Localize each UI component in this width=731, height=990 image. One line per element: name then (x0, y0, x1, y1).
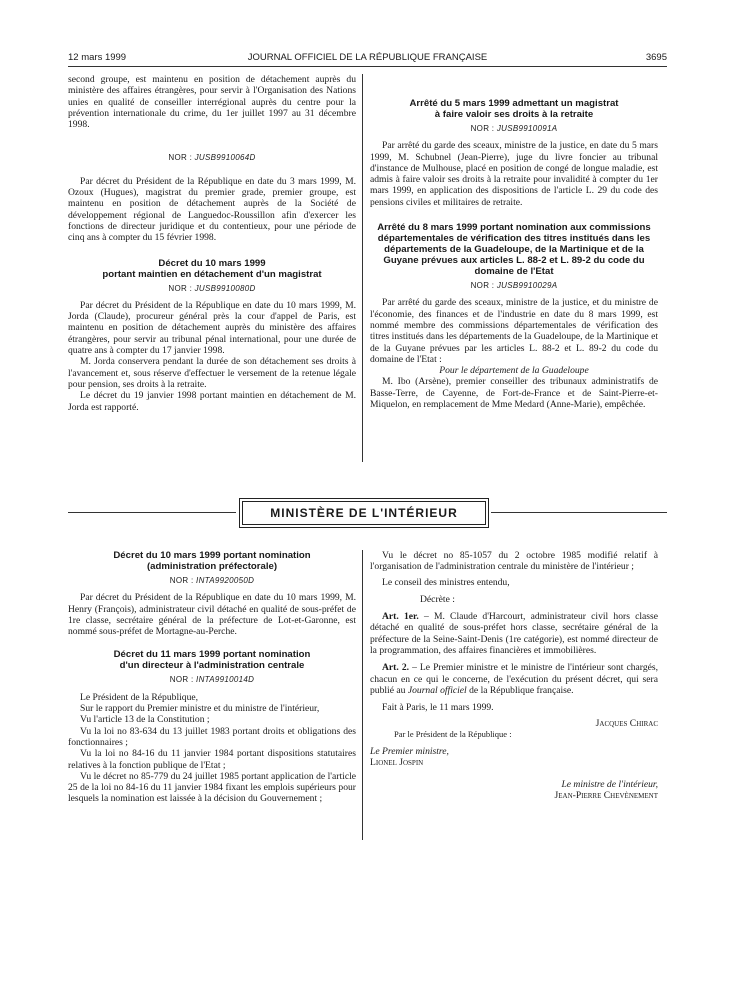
article-label: Art. 2. (382, 662, 410, 674)
paragraph: Vu le décret no 85-1057 du 2 octobre 1985 modifié relatif à l'organisation de l'administration centrale du ministère de l'intérieur ; (370, 550, 658, 573)
ministry-title: MINISTÈRE DE L'INTÉRIEUR (242, 501, 486, 525)
nor-reference: NOR : JUSB9910091A (470, 124, 558, 133)
signature: Lionel Jospin (370, 757, 424, 769)
paragraph: Par arrêté du garde des sceaux, ministre de la justice, en date du 5 mars 1999, M. Schubnel (Jean-Pierre), juge du livre foncier au tribunal d'instance de Mulhouse, placé en position de congé de longue maladie, est admis à faire valoir ses droits à la retraite pour invalidité à compter du 1er mars 1999, en application des dispositions de l'article L. 29 du code des pensions civiles et militaires de retraite. (370, 140, 658, 208)
paragraph: M. Ibo (Arsène), premier conseiller des tribunaux administratifs de Basse-Terre, de Cayenne, de Fort-de-France et de Saint-Pierre-et-Miquelon, en remplacement de Mme Medard (Anne-Marie), empêchée. (370, 376, 658, 411)
paragraph: Par décret du Président de la République en date du 3 mars 1999, M. Ozoux (Hugues), magistrat du premier grade, premier groupe, est maintenu en position de détachement auprès de la Société de développement régional de Languedoc-Roussillon afin d'exercer les fonctions de directeur juridique et du contentieux, pour une période de cinq ans à compter du 15 février 1998. (68, 175, 356, 244)
subheading: Pour le département de la Guadeloupe (439, 365, 589, 377)
paragraph: second groupe, est maintenu en position de détachement auprès du ministère des affaires étrangères, pour servir à l'Organisation des Nations unies en qualité de conseiller interrégional auprès du centre pour la prévention internationale du crime, du 1er juillet 1997 au 31 décembre 1998. (68, 74, 356, 131)
banner-rule-right (491, 512, 667, 513)
paragraph: Le Président de la République, (80, 691, 199, 703)
arrete-title: Arrêté du 8 mars 1999 portant nomination aux commissions départementales de vérification des titres institués dans les départements de la Guadeloupe, de la Martinique et de la Guyane prévues aux articles L. 88-2 et L. 89-2 du code du domaine de l'Etat (377, 222, 651, 278)
paragraph: Par décret du Président de la République en date du 10 mars 1999, M. Henry (François), administrateur civil détaché en qualité de sous-préfet de 1re classe, secrétaire général de la préfecture de Lot-et-Garonne, est nommé sous-préfet de Mortagne-au-Perche. (68, 592, 356, 638)
decret-title: Décret du 10 mars 1999 portant maintien en détachement d'un magistrat (102, 257, 322, 280)
header-rule (68, 66, 667, 67)
paragraph: M. Jorda conservera pendant la durée de son détachement ses droits à l'avancement et, sous réserve d'effectuer le versement de la retenue légale pour pension, ses droits à la retraite. (68, 356, 356, 390)
paragraph: Vu l'article 13 de la Constitution ; (80, 714, 210, 726)
nor-reference: NOR : INTA9910014D (169, 675, 255, 685)
signature: Jacques Chirac (595, 717, 658, 729)
signature: Jean-Pierre Chevènement (554, 790, 658, 802)
header-page-number: 3695 (645, 52, 667, 63)
paragraph: Par décret du Président de la République en date du 10 mars 1999, M. Jorda (Claude), procureur général près la cour d'appel de Paris, est maintenu en position de détachement auprès du ministère des affaires étrangères, pour servir au tribunal pénal international, pour une durée de quatre ans à compter du 17 janvier 1998. (68, 299, 356, 357)
paragraph: Par le Président de la République : (394, 728, 512, 739)
nor-reference: NOR : JUSB9910064D (168, 153, 256, 163)
paragraph: Sur le rapport du Premier ministre et du ministre de l'intérieur, (80, 703, 320, 715)
arrete-title: Arrêté du 5 mars 1999 admettant un magistrat à faire valoir ses droits à la retraite (409, 98, 619, 120)
header-journal-title: JOURNAL OFFICIEL DE LA RÉPUBLIQUE FRANÇAISE (247, 52, 488, 63)
paragraph: Par arrêté du garde des sceaux, ministre de la justice, et du ministre de l'économie, des finances et de l'industrie en date du 8 mars 1999, est nommé membre des commissions départementales de vérification des titres institués dans les départements de la Guadeloupe, de la Martinique et de la Guyane prévues par les articles L. 88-2 et L. 89-2 du code du domaine de l'Etat : (370, 297, 658, 365)
paragraph: Le décret du 19 janvier 1998 portant maintien en détachement de M. Jorda est rapporté. (68, 390, 356, 413)
right-bottom-column (370, 550, 658, 801)
signatory-title: Le ministre de l'intérieur, (561, 778, 658, 790)
decret-title: Décret du 10 mars 1999 portant nomination (administration préfectorale) (113, 550, 311, 572)
column-divider (362, 74, 363, 462)
header-date: 12 mars 1999 (68, 52, 127, 63)
article-2: Art. 2. – Le Premier ministre et le ministre de l'intérieur sont chargés, chacun en ce qui le concerne, de l'exécution du présent décret, qui sera publié au Journal officiel de la République française. (370, 662, 659, 696)
left-bottom-column (68, 550, 356, 805)
article-1: Art. 1er. – M. Claude d'Harcourt, administrateur civil hors classe détaché en qualité de sous-préfet hors classe, secrétaire général de la préfecture de la Seine-Saint-Denis (1re catégorie), est nommé directeur de la programmation, des affaires financières et immobilières. (370, 611, 659, 657)
signatory-title: Le Premier ministre, (370, 746, 449, 758)
nor-reference: NOR : INTA9920050D (169, 576, 255, 585)
nor-reference: NOR : JUSB9910029A (470, 281, 558, 291)
column-divider (362, 550, 363, 840)
paragraph: Vu le décret no 85-779 du 24 juillet 1985 portant application de l'article 25 de la loi no 84-16 du 11 janvier 1984 fixant les emplois supérieurs pour lesquels la nomination est laissée à la décision du Gouvernement ; (68, 770, 356, 805)
paragraph: Vu la loi no 83-634 du 13 juillet 1983 portant droits et obligations des fonctionnaires ; (68, 725, 356, 748)
nor-reference: NOR : JUSB9910080D (168, 283, 256, 293)
right-top-column (370, 98, 658, 410)
decret-title: Décret du 11 mars 1999 portant nomination d'un directeur à l'administration centrale (113, 649, 311, 672)
paragraph: Fait à Paris, le 11 mars 1999. (382, 702, 494, 714)
left-top-column (68, 74, 356, 413)
article-label: Art. 1er. (382, 611, 419, 623)
paragraph: Vu la loi no 84-16 du 11 janvier 1984 portant dispositions statutaires relatives à la fonction publique de l'Etat ; (68, 748, 356, 771)
paragraph: Le conseil des ministres entendu, (382, 576, 510, 588)
decrete: Décrète : (420, 593, 455, 605)
banner-rule-left (68, 512, 236, 513)
